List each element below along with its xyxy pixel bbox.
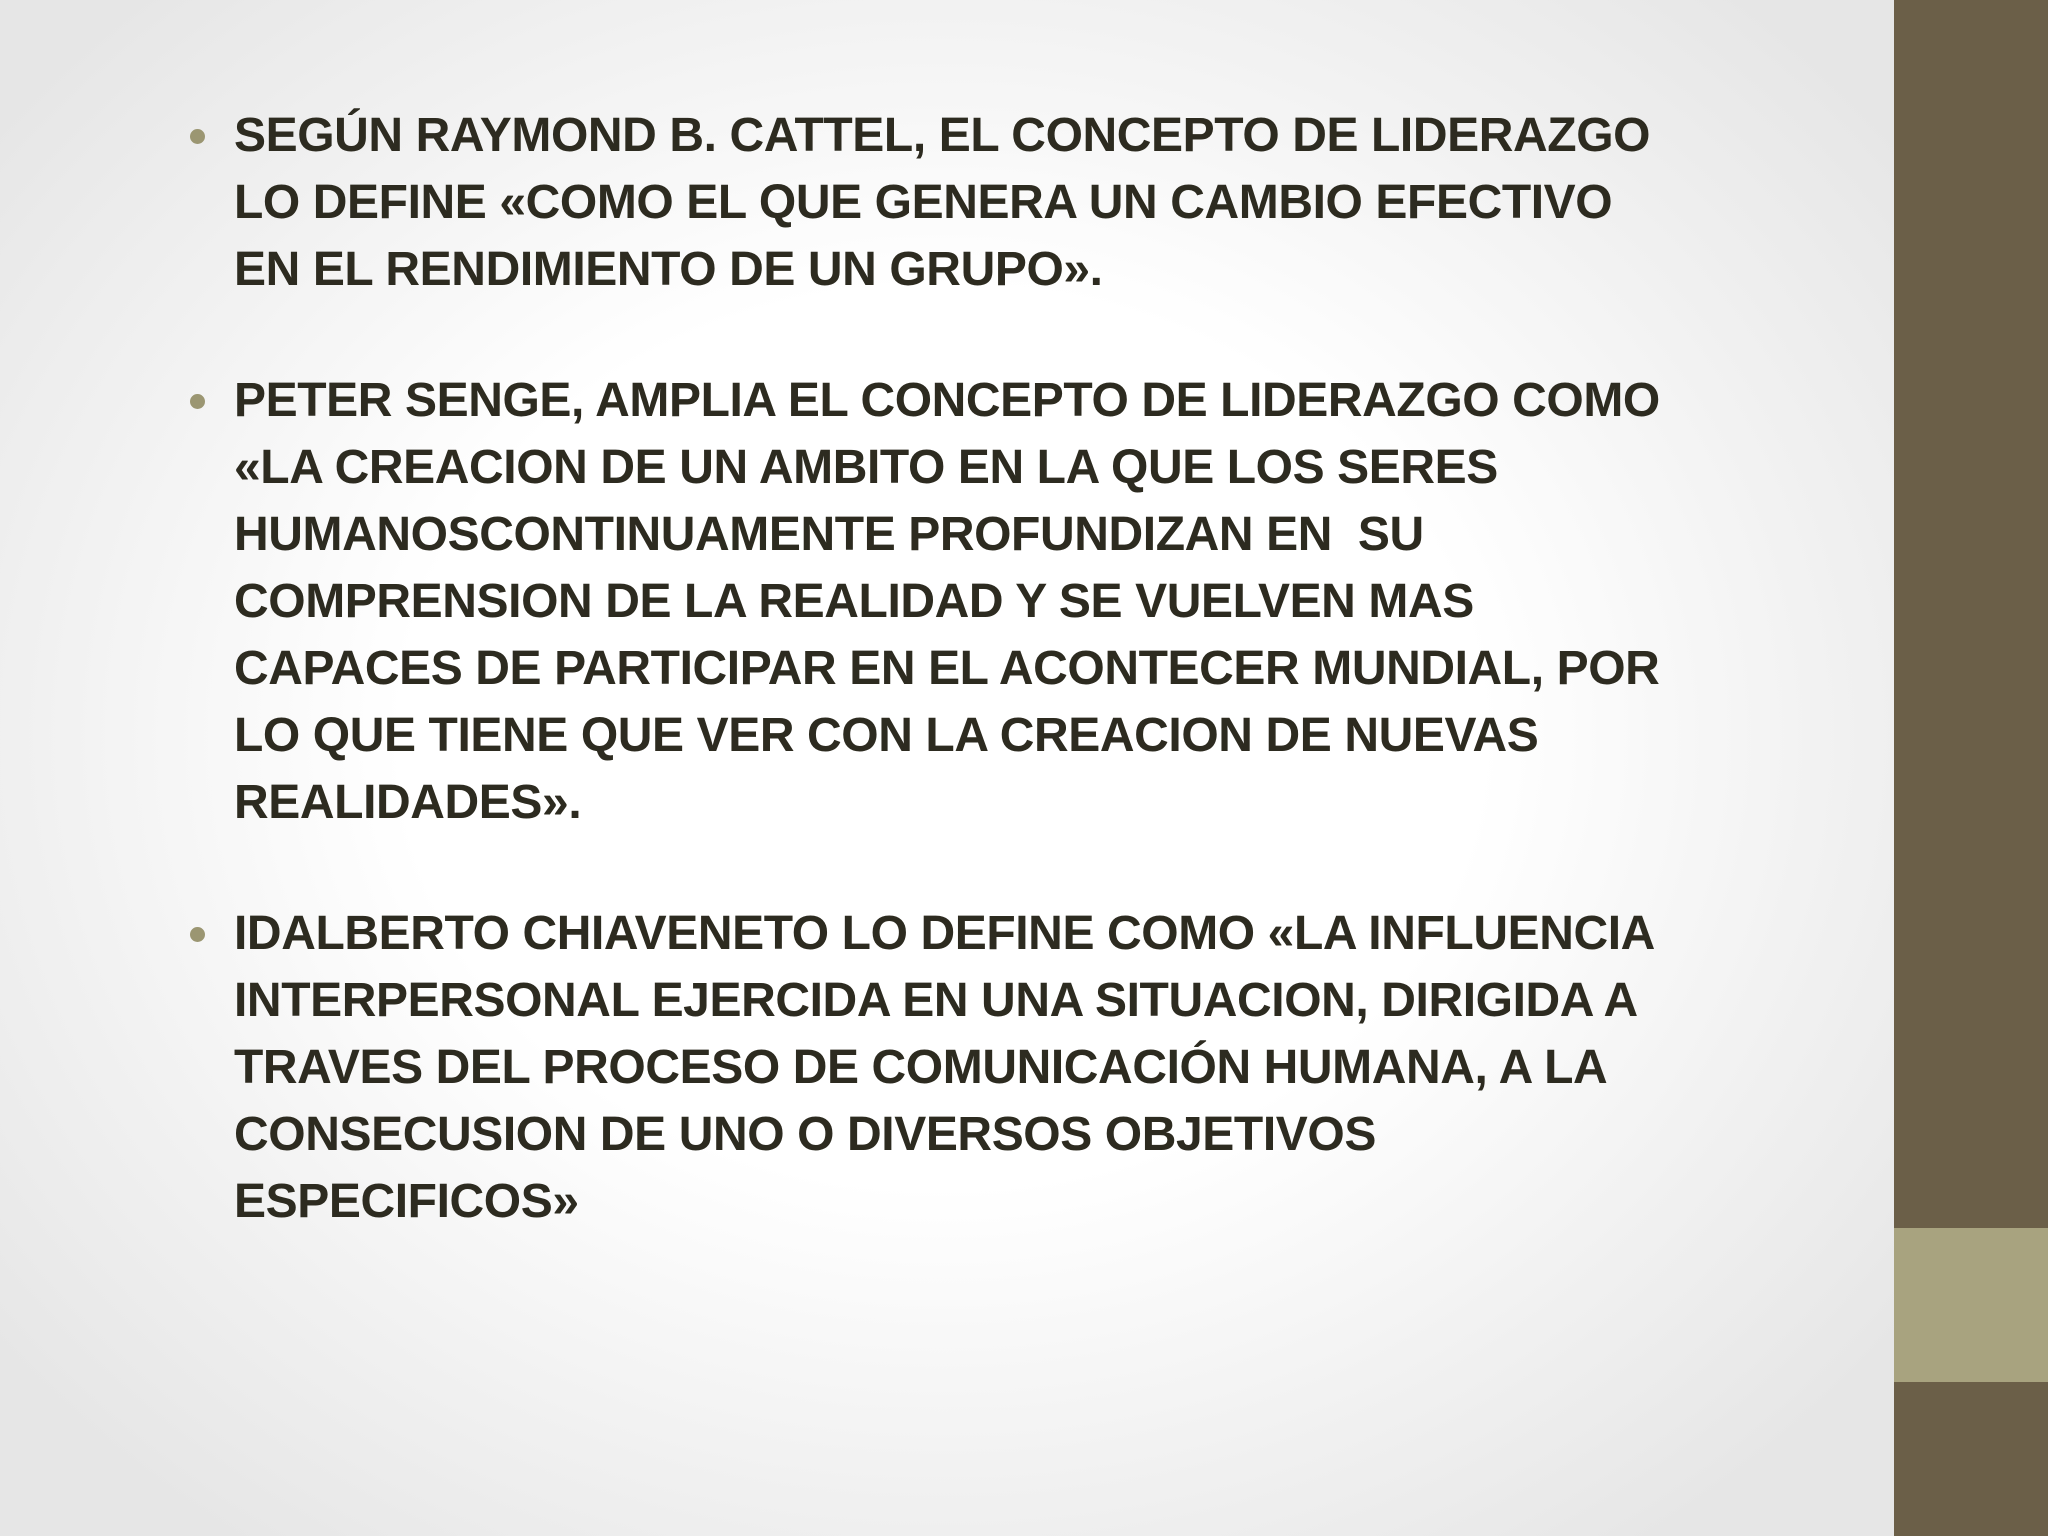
bullet-line: «LA CREACION DE UN AMBITO EN LA QUE LOS SERES <box>234 441 1498 494</box>
sidebar-stripe-decoration <box>1894 1228 2048 1382</box>
slide-content <box>186 102 1806 1299</box>
bullet-line: REALIDADES». <box>234 776 582 829</box>
bullet-line: COMPRENSION DE LA REALIDAD Y SE VUELVEN MAS <box>234 575 1474 628</box>
bullet-line: ESPECIFICOS» <box>234 1175 579 1228</box>
bullet-line: CAPACES DE PARTICIPAR EN EL ACONTECER MUNDIAL, POR <box>234 642 1660 695</box>
bullet-line: PETER SENGE, AMPLIA EL CONCEPTO DE LIDERAZGO COMO <box>234 374 1660 427</box>
bullet-dot-icon <box>190 129 205 144</box>
bullet-line: LO DEFINE «COMO EL QUE GENERA UN CAMBIO EFECTIVO <box>234 176 1613 229</box>
bullet-dot-icon <box>190 394 205 409</box>
bullet-line: EN EL RENDIMIENTO DE UN GRUPO». <box>234 243 1103 296</box>
bullet-item-chiaveneto <box>186 900 1806 1235</box>
bullet-dot-icon <box>190 927 205 942</box>
bullet-line: IDALBERTO CHIAVENETO LO DEFINE COMO «LA INFLUENCIA <box>234 907 1655 960</box>
bullet-line: LO QUE TIENE QUE VER CON LA CREACION DE NUEVAS <box>234 709 1539 762</box>
bullet-item-senge <box>186 367 1806 836</box>
bullet-line: TRAVES DEL PROCESO DE COMUNICACIÓN HUMANA, A LA <box>234 1041 1608 1094</box>
bullet-line: SEGÚN RAYMOND B. CATTEL, EL CONCEPTO DE LIDERAZGO <box>234 109 1651 162</box>
bullet-line: INTERPERSONAL EJERCIDA EN UNA SITUACION, DIRIGIDA A <box>234 974 1638 1027</box>
bullet-line: CONSECUSION DE UNO O DIVERSOS OBJETIVOS <box>234 1108 1376 1161</box>
bullet-item-cattel <box>186 102 1806 303</box>
bullet-line: HUMANOSCONTINUAMENTE PROFUNDIZAN EN SU <box>234 508 1424 561</box>
